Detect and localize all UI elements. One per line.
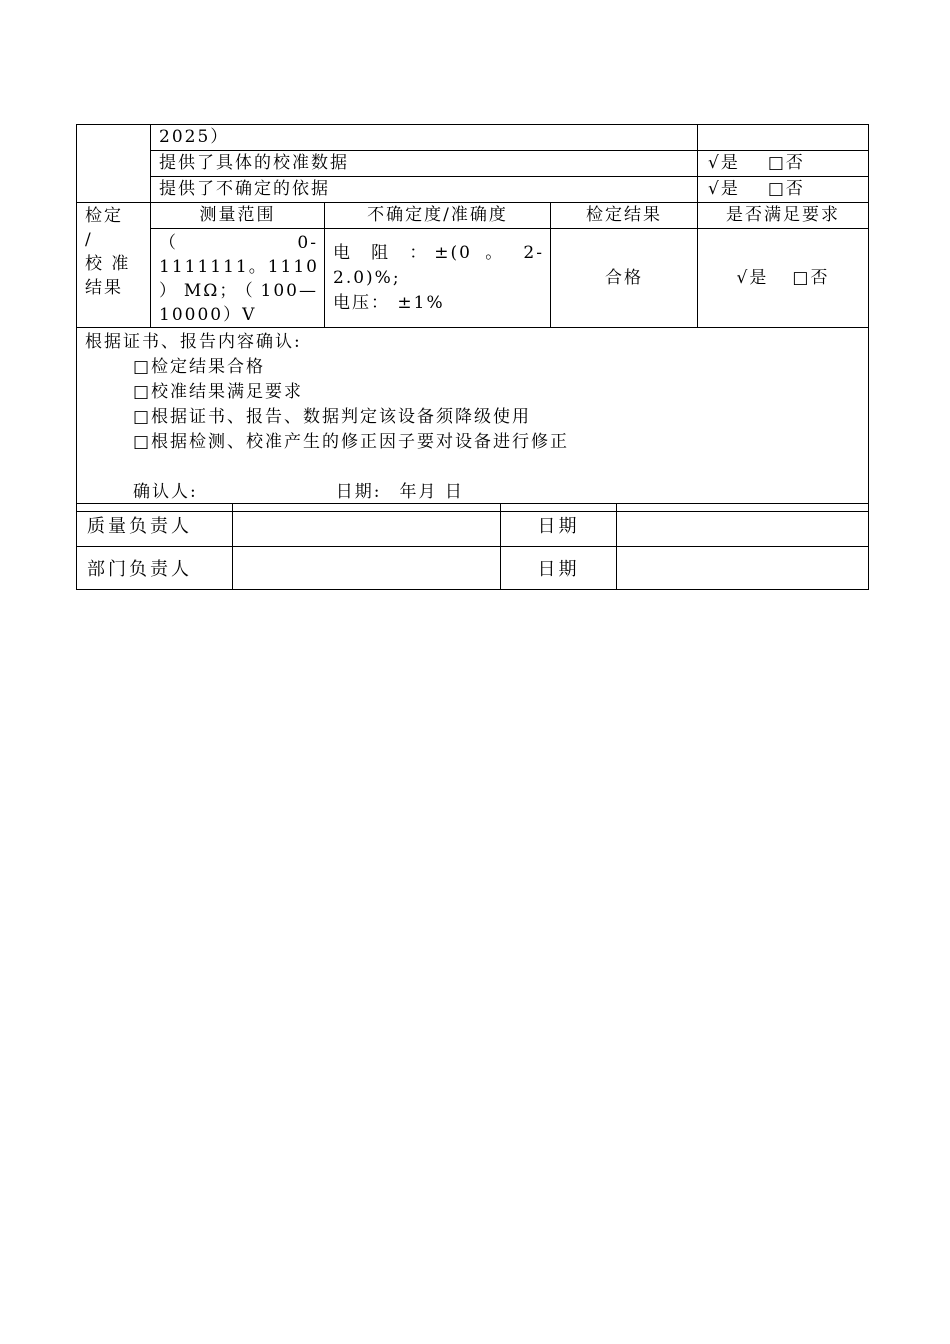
quality-date-label: 日期 <box>501 504 617 547</box>
header-result: 检定结果 <box>551 203 698 229</box>
date-parts: 年月 日 <box>399 482 464 502</box>
department-head-label: 部门负责人 <box>77 547 233 590</box>
confirmer-label: 确认人: <box>133 482 198 502</box>
data-provided-text: 提供了具体的校准数据 <box>151 151 698 177</box>
option-meets[interactable]: □校准结果满足要求 <box>133 382 304 402</box>
uncertainty-basis-text: 提供了不确定的依据 <box>151 177 698 203</box>
confirmation-heading: 根据证书、报告内容确认: <box>85 332 302 352</box>
uncertainty-line: 2.0)%; <box>333 268 401 288</box>
department-date-field[interactable] <box>617 547 869 590</box>
quality-manager-signature-field[interactable] <box>233 504 501 547</box>
row-label-line: / <box>85 230 93 250</box>
range-line: 1111111。1110 <box>159 257 319 277</box>
option-downgrade[interactable]: □根据证书、报告、数据判定该设备须降级使用 <box>133 407 532 427</box>
yes-checked[interactable]: √是 <box>708 179 740 199</box>
row-label-line: 结果 <box>85 278 123 298</box>
data-provided-choice[interactable] <box>698 151 869 177</box>
quality-manager-label: 质量负责人 <box>77 504 233 547</box>
header-meets: 是否满足要求 <box>698 203 869 229</box>
option-correction[interactable]: □根据检测、校准产生的修正因子要对设备进行修正 <box>133 432 570 452</box>
quality-date-field[interactable] <box>617 504 869 547</box>
department-head-signature-field[interactable] <box>233 547 501 590</box>
option-pass[interactable]: □检定结果合格 <box>133 357 266 377</box>
uncertainty-line: 电压： ±1% <box>333 293 445 313</box>
date-label: 日期: <box>335 482 382 502</box>
uncertainty-line: 电 阻 ：±(0 。 2- <box>333 243 544 263</box>
uncertainty-basis-choice[interactable] <box>698 177 869 203</box>
range-line: 10000）V <box>159 305 257 325</box>
yes-checked[interactable]: √是 <box>736 267 769 288</box>
department-date-label: 日期 <box>501 547 617 590</box>
signature-table <box>76 503 869 590</box>
range-line: ）MΩ；（100— <box>159 281 318 301</box>
no-checkbox[interactable]: □否 <box>792 267 830 288</box>
meets-choice[interactable] <box>698 229 869 328</box>
no-checkbox[interactable]: □否 <box>767 153 805 173</box>
result-value: 合格 <box>551 229 698 328</box>
blank-label-cell <box>77 125 151 203</box>
range-value <box>151 229 325 328</box>
empty-check-cell <box>698 125 869 151</box>
no-checkbox[interactable]: □否 <box>767 179 805 199</box>
row-label-line: 检定 <box>85 206 123 226</box>
uncertainty-value <box>325 229 551 328</box>
header-range: 测量范围 <box>151 203 325 229</box>
result-row-label <box>77 203 151 328</box>
calibration-form-table <box>76 124 869 512</box>
year-text: 2025） <box>151 125 698 151</box>
range-line: （ 0- <box>159 233 318 253</box>
yes-checked[interactable]: √是 <box>708 153 740 173</box>
confirmation-section <box>77 328 869 512</box>
row-label-line: 校 准 <box>85 254 131 274</box>
header-uncertainty: 不确定度/准确度 <box>325 203 551 229</box>
confirmer-line <box>85 480 860 505</box>
